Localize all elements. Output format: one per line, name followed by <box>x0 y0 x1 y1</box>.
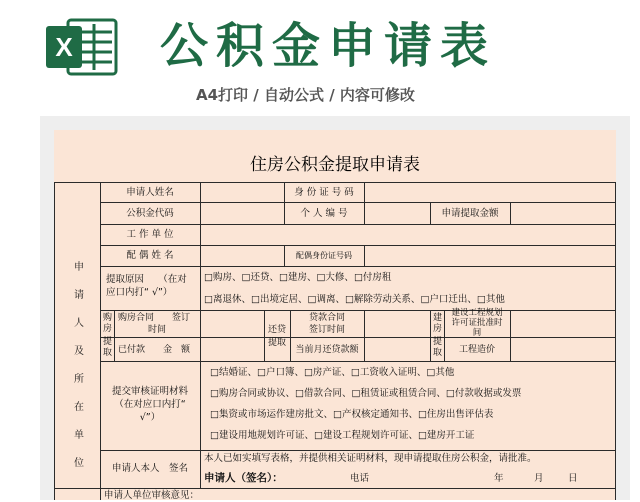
label-personal-no: 个 人 编 号 <box>300 208 348 219</box>
label-spouse-name: 配 偶 姓 名 <box>126 250 174 261</box>
grid-line <box>100 361 616 362</box>
reason-row-2 <box>204 294 505 306</box>
proof-option-row[interactable]: □集资或市场运作建房批文、□产权核定通知书、□住房出售评估表 <box>210 409 494 420</box>
grid-line <box>200 182 201 266</box>
label-phone: 电话 <box>350 473 370 484</box>
page-title: 公积金申请表 <box>160 18 497 74</box>
grid-line <box>54 182 55 500</box>
grid-line <box>200 310 201 361</box>
label-build-house: 建 房 <box>432 313 442 334</box>
signature-field[interactable] <box>296 470 346 484</box>
reason-option[interactable]: □调离、 <box>307 294 345 305</box>
label-proof-hint-end: √”） <box>139 412 161 423</box>
reason-option[interactable]: □付房租 <box>353 272 392 283</box>
phone-field[interactable] <box>376 470 466 484</box>
reason-option[interactable]: □还贷、 <box>241 272 279 283</box>
label-loan-sign-time: 签订时间 <box>308 325 345 335</box>
reason-option[interactable]: □其他 <box>476 294 505 305</box>
application-form <box>54 130 616 500</box>
reason-option[interactable]: □户口迁出、 <box>420 294 477 305</box>
grid-line <box>54 182 616 183</box>
label-applicant-name: 申请人姓名 <box>126 187 174 198</box>
amount-field[interactable] <box>514 206 612 222</box>
id-number-field[interactable] <box>368 185 612 201</box>
grid-line <box>100 310 616 311</box>
grid-line <box>615 182 616 500</box>
month-repay-field[interactable] <box>368 340 428 358</box>
reason-option[interactable]: □解除劳动关系、 <box>344 294 421 305</box>
banner <box>0 0 640 112</box>
grid-line <box>364 310 365 361</box>
applicant-name-field[interactable] <box>204 185 282 201</box>
label-repay: 还贷 <box>267 325 286 335</box>
contract-date-field[interactable] <box>204 313 262 333</box>
reason-option[interactable]: □出境定居、 <box>250 294 308 305</box>
grid-line <box>200 450 201 488</box>
reason-option[interactable]: □大修、 <box>316 272 354 283</box>
svg-text:X: X <box>55 32 73 62</box>
declaration-text: 本人已如实填写表格，并提供相关证明材料，现申请提取住房公积金，请批准。 <box>204 453 537 464</box>
label-id-number: 身 份 证 号 码 <box>294 187 354 198</box>
proof-option-row[interactable]: □建设用地规划许可证、□建设工程规划许可证、□建房开工证 <box>210 430 475 441</box>
grid-line <box>510 202 511 224</box>
label-month: 月 <box>534 473 544 484</box>
label-contract-sign-time: 时间 <box>148 325 167 335</box>
label-build-extract: 提 取 <box>432 337 442 358</box>
grid-line <box>364 245 365 266</box>
grid-line <box>100 224 616 225</box>
label-amount: 申请提取金额 <box>441 208 499 219</box>
grid-line <box>364 202 365 224</box>
personal-no-field[interactable] <box>368 206 428 222</box>
label-cost: 工程造价 <box>458 345 495 355</box>
grid-line <box>100 245 616 246</box>
grid-line <box>114 310 115 361</box>
label-signature: 申请人本人 签名 <box>111 463 188 474</box>
label-buy-house-extract: 提 取 <box>102 337 112 358</box>
fund-code-field[interactable] <box>204 206 282 222</box>
label-unit-review: 申请人单位审核意见： <box>104 490 200 501</box>
label-permit-time: 建设工程规划 许可证批准时 间 <box>451 308 503 338</box>
grid-line <box>510 310 511 361</box>
work-unit-field[interactable] <box>204 227 612 243</box>
proof-option-row[interactable]: □结婚证、□户口簿、□房产证、□工资收入证明、□其他 <box>210 367 455 378</box>
grid-line <box>200 266 201 310</box>
label-repay-extract: 提取 <box>267 338 286 348</box>
label-month-balance: 当前月还贷款额 <box>295 345 359 355</box>
reason-row-1 <box>204 272 391 284</box>
reason-option[interactable]: □离退休、 <box>204 294 251 305</box>
label-contract-sign: 购房合同 签订 <box>118 313 191 323</box>
label-buy-house: 购 房 <box>102 313 112 334</box>
spouse-name-field[interactable] <box>204 248 282 264</box>
permit-date-field[interactable] <box>514 313 612 333</box>
side-label: 申 请 人 及 所 在 单 位 <box>74 262 84 469</box>
label-work-unit: 工 作 单 位 <box>126 229 174 240</box>
grid-line <box>100 266 616 267</box>
label-reason: 提取原因 （在对 <box>106 274 187 285</box>
grid-line <box>364 182 365 203</box>
spouse-id-field[interactable] <box>368 248 612 264</box>
label-paid: 已付款 金 额 <box>118 345 191 355</box>
label-spouse-id: 配偶身份证号码 <box>296 251 352 260</box>
label-fund-code: 公积金代码 <box>126 208 174 219</box>
proof-option-row[interactable]: □购房合同或协议、□借款合同、□租赁证或租赁合同、□付款收据或发票 <box>210 388 522 399</box>
grid-line <box>100 202 616 203</box>
page-subtitle: A4打印 / 自动公式 / 内容可修改 <box>196 86 415 104</box>
label-proof-hint: （在对应口内打“ <box>114 399 186 410</box>
grid-line <box>54 488 616 489</box>
form-title: 住房公积金提取申请表 <box>250 155 420 175</box>
reason-option[interactable]: □购房、 <box>204 272 242 283</box>
reason-option[interactable]: □建房、 <box>278 272 317 283</box>
loan-date-field[interactable] <box>368 313 428 333</box>
grid-line <box>100 337 616 338</box>
cost-field[interactable] <box>514 340 612 358</box>
label-sign-line: 申请人（签名）： <box>204 472 283 484</box>
label-proof: 提交审核证明材料 <box>111 386 188 397</box>
excel-icon <box>44 18 120 76</box>
label-day: 日 <box>568 473 578 484</box>
label-loan-sign: 贷款合同 <box>308 313 345 323</box>
grid-line <box>200 361 201 450</box>
grid-line <box>100 450 616 451</box>
label-reason-hint: 应口内打“ √”） <box>106 287 173 298</box>
paid-amount-field[interactable] <box>204 340 262 358</box>
label-year: 年 <box>494 473 504 484</box>
